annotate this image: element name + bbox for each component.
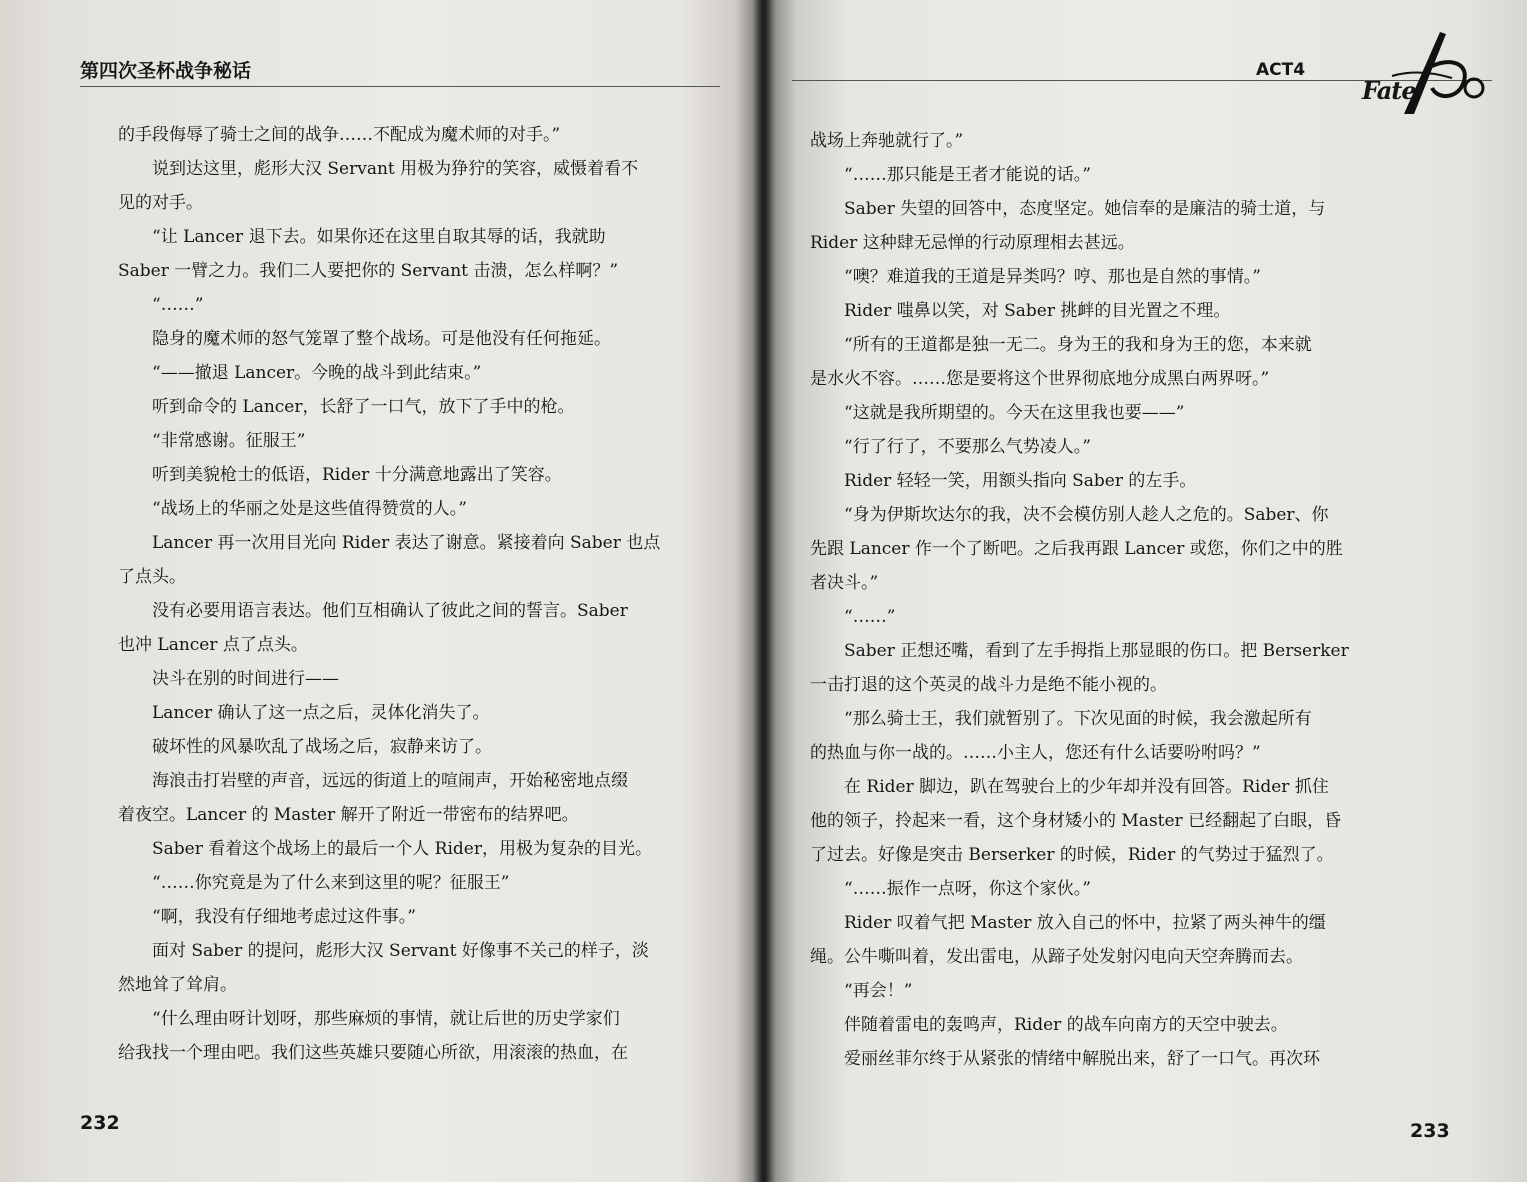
text-line: 也冲 Lancer 点了点头。 bbox=[118, 635, 308, 655]
text-line: “战场上的华丽之处是这些值得赞赏的人。” bbox=[152, 499, 467, 519]
text-line: 一击打退的这个英灵的战斗力是绝不能小视的。 bbox=[810, 675, 1167, 695]
text-line: 决斗在别的时间进行—— bbox=[152, 669, 339, 689]
text-line: “噢？难道我的王道是异类吗？哼、那也是自然的事情。” bbox=[844, 267, 1261, 287]
text-line: “……振作一点呀，你这个家伙。” bbox=[844, 879, 1091, 899]
text-line: 听到命令的 Lancer，长舒了一口气，放下了手中的枪。 bbox=[152, 397, 575, 417]
text-line: 他的领子，拎起来一看，这个身材矮小的 Master 已经翻起了白眼，昏 bbox=[810, 811, 1342, 831]
text-line: 的热血与你一战的。……小主人，您还有什么话要吩咐吗？” bbox=[810, 743, 1261, 763]
text-line: “……” bbox=[844, 607, 896, 627]
text-line: Rider 嗤鼻以笑，对 Saber 挑衅的目光置之不理。 bbox=[844, 301, 1231, 321]
text-line: 隐身的魔术师的怒气笼罩了整个战场。可是他没有任何拖延。 bbox=[152, 329, 611, 349]
fate-zero-logo bbox=[1362, 26, 1502, 118]
text-line: 没有必要用语言表达。他们互相确认了彼此之间的誓言。Saber bbox=[152, 601, 628, 621]
text-line: 面对 Saber 的提问，彪形大汉 Servant 好像事不关己的样子，淡 bbox=[152, 941, 649, 961]
text-line: 破坏性的风暴吹乱了战场之后，寂静来访了。 bbox=[152, 737, 492, 757]
page-number: 232 bbox=[80, 1112, 120, 1134]
running-head: 第四次圣杯战争秘话 bbox=[80, 60, 252, 82]
text-line: “什么理由呀计划呀，那些麻烦的事情，就让后世的历史学家们 bbox=[152, 1009, 620, 1029]
text-line: Saber 看着这个战场上的最后一个人 Rider，用极为复杂的目光。 bbox=[152, 839, 652, 859]
text-line: Rider 这种肆无忌惮的行动原理相去甚远。 bbox=[810, 233, 1135, 253]
text-line: 给我找一个理由吧。我们这些英雄只要随心所欲，用滚滚的热血，在 bbox=[118, 1043, 628, 1063]
text-line: Saber 失望的回答中，态度坚定。她信奉的是廉洁的骑士道，与 bbox=[844, 199, 1326, 219]
text-line: 的手段侮辱了骑士之间的战争……不配成为魔术师的对手。” bbox=[118, 125, 561, 145]
header-rule bbox=[80, 86, 720, 87]
text-line: “——撤退 Lancer。今晚的战斗到此结束。” bbox=[152, 363, 482, 383]
text-line: “啊，我没有仔细地考虑过这件事。” bbox=[152, 907, 416, 927]
running-head: ACT4 bbox=[1256, 60, 1306, 80]
book-spine bbox=[752, 0, 776, 1182]
left-page bbox=[0, 0, 762, 1182]
text-line: Rider 叹着气把 Master 放入自己的怀中，拉紧了两头神牛的缰 bbox=[844, 913, 1326, 933]
text-line: Lancer 确认了这一点之后，灵体化消失了。 bbox=[152, 703, 490, 723]
text-line: 说到达这里，彪形大汉 Servant 用极为狰狞的笑容，威慑着看不 bbox=[152, 159, 639, 179]
text-line: 见的对手。 bbox=[118, 193, 203, 213]
text-line: “身为伊斯坎达尔的我，决不会模仿别人趁人之危的。Saber、你 bbox=[844, 505, 1329, 525]
text-line: 了点头。 bbox=[118, 567, 186, 587]
logo-text: Fate bbox=[1362, 76, 1416, 105]
text-line: Saber 正想还嘴，看到了左手拇指上那显眼的伤口。把 Berserker bbox=[844, 641, 1349, 661]
text-line: 爱丽丝菲尔终于从紧张的情绪中解脱出来，舒了一口气。再次环 bbox=[844, 1049, 1320, 1069]
page-body bbox=[118, 118, 718, 1070]
text-line: “非常感谢。征服王” bbox=[152, 431, 306, 451]
text-line: Rider 轻轻一笑，用额头指向 Saber 的左手。 bbox=[844, 471, 1197, 491]
text-line: 战场上奔驰就行了。” bbox=[810, 131, 964, 151]
text-line: 伴随着雷电的轰鸣声，Rider 的战车向南方的天空中驶去。 bbox=[844, 1015, 1288, 1035]
text-line: 在 Rider 脚边，趴在驾驶台上的少年却并没有回答。Rider 抓住 bbox=[844, 777, 1329, 797]
text-line: “这就是我所期望的。今天在这里我也要——” bbox=[844, 403, 1185, 423]
text-line: 者决斗。” bbox=[810, 573, 879, 593]
text-line: “再会！” bbox=[844, 981, 913, 1001]
text-line: 先跟 Lancer 作一个了断吧。之后我再跟 Lancer 或您，你们之中的胜 bbox=[810, 539, 1343, 559]
text-line: “……那只能是王者才能说的话。” bbox=[844, 165, 1091, 185]
page-body bbox=[810, 124, 1410, 1076]
text-line: 了过去。好像是突击 Berserker 的时候，Rider 的气势过于猛烈了。 bbox=[810, 845, 1334, 865]
text-line: “那么骑士王，我们就暂别了。下次见面的时候，我会激起所有 bbox=[844, 709, 1312, 729]
page-number: 233 bbox=[1410, 1120, 1450, 1142]
text-line: Saber 一臂之力。我们二人要把你的 Servant 击溃，怎么样啊？” bbox=[118, 261, 619, 281]
right-page bbox=[762, 0, 1527, 1182]
text-line: 然地耸了耸肩。 bbox=[118, 975, 237, 995]
text-line: “让 Lancer 退下去。如果你还在这里自取其辱的话，我就助 bbox=[152, 227, 606, 247]
text-line: 绳。公牛嘶叫着，发出雷电，从蹄子处发射闪电向天空奔腾而去。 bbox=[810, 947, 1303, 967]
text-line: Lancer 再一次用目光向 Rider 表达了谢意。紧接着向 Saber 也点 bbox=[152, 533, 661, 553]
text-line: “……你究竟是为了什么来到这里的呢？征服王” bbox=[152, 873, 510, 893]
text-line: “……” bbox=[152, 295, 204, 315]
text-line: 是水火不容。……您是要将这个世界彻底地分成黑白两界呀。” bbox=[810, 369, 1270, 389]
text-line: “行了行了，不要那么气势凌人。” bbox=[844, 437, 1091, 457]
text-line: 着夜空。Lancer 的 Master 解开了附近一带密布的结界吧。 bbox=[118, 805, 579, 825]
text-line: 海浪击打岩壁的声音，远远的街道上的喧闹声，开始秘密地点缀 bbox=[152, 771, 628, 791]
text-line: 听到美貌枪士的低语，Rider 十分满意地露出了笑容。 bbox=[152, 465, 562, 485]
text-line: “所有的王道都是独一无二。身为王的我和身为王的您，本来就 bbox=[844, 335, 1312, 355]
